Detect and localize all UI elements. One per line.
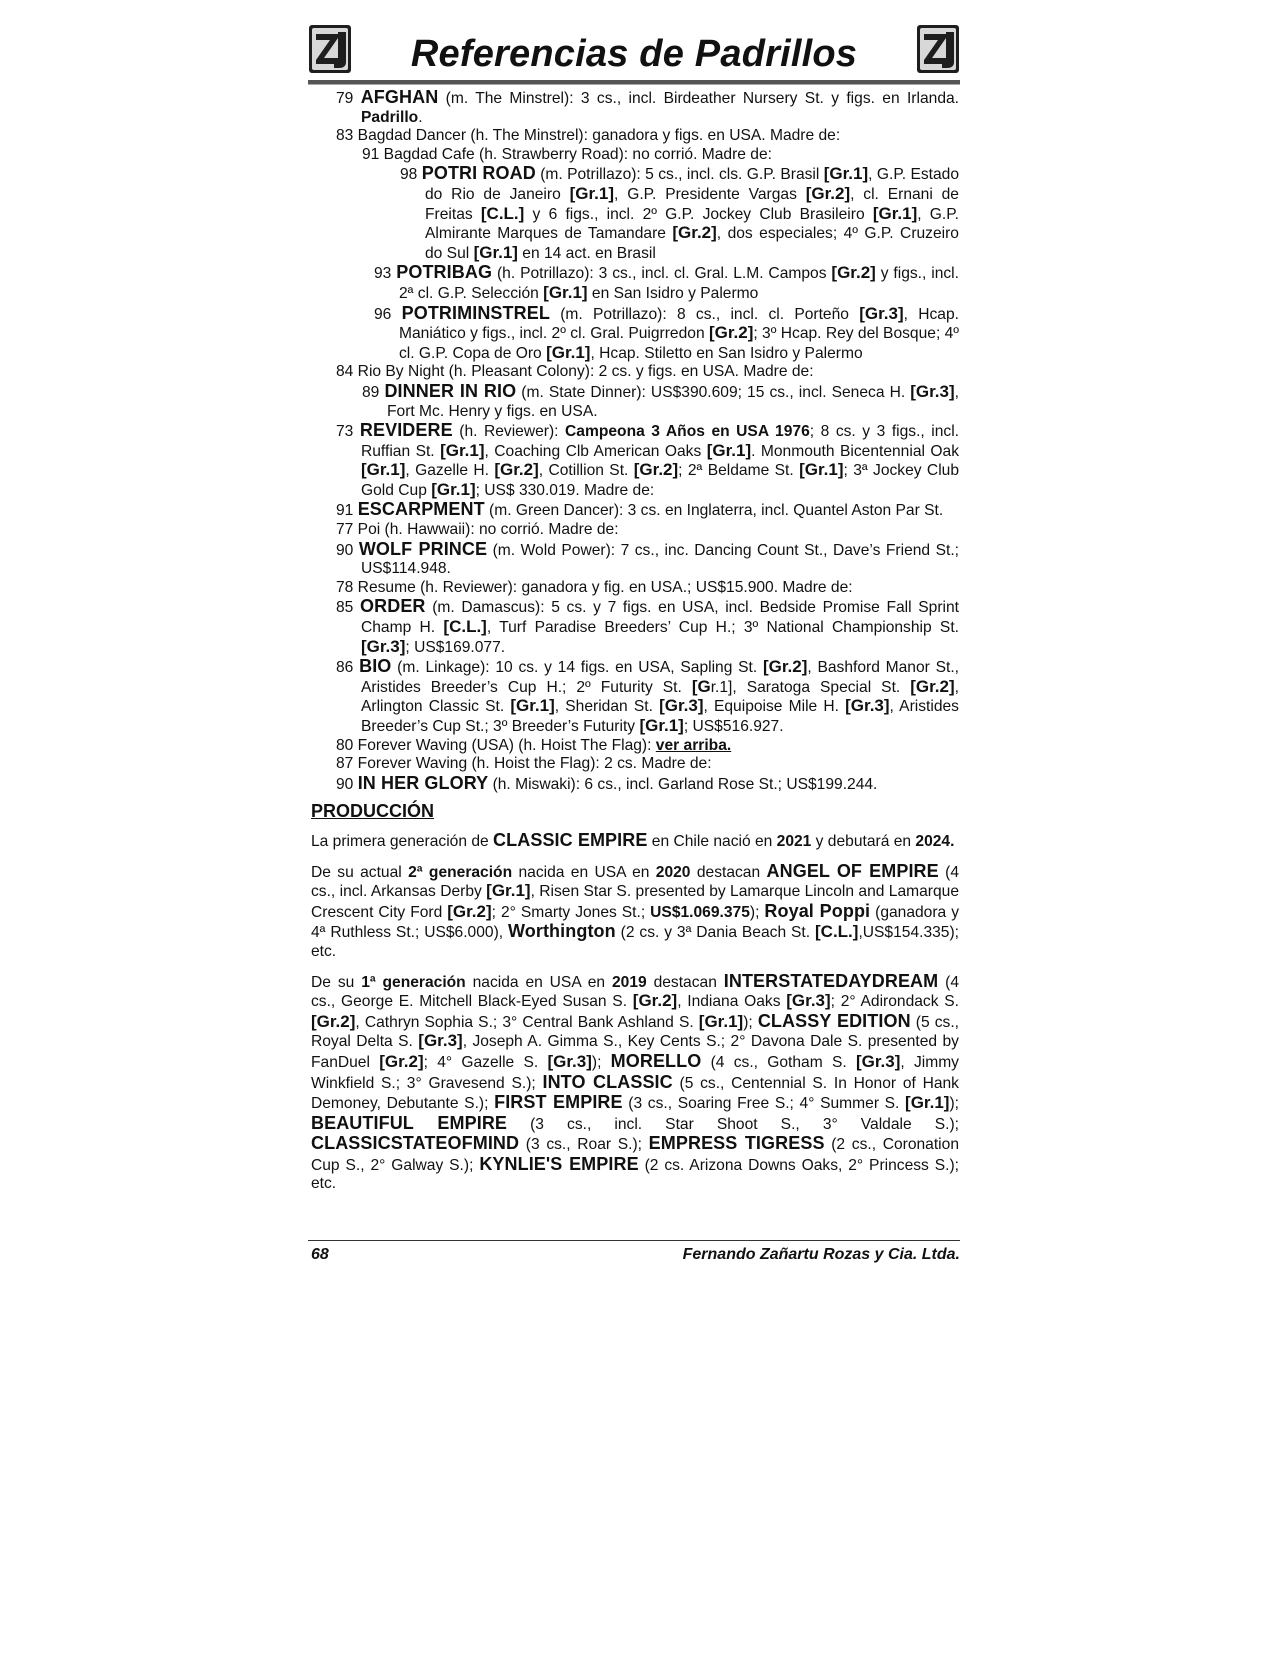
pedigree-entry	[311, 500, 959, 521]
race-grade: [Gr.3]	[786, 991, 831, 1011]
race-grade: [Gr.1]	[361, 460, 406, 480]
text-run: La primera generación de	[311, 832, 494, 850]
text-run: , Indiana Oaks	[677, 993, 787, 1011]
race-grade: [Gr.1]	[698, 1011, 744, 1031]
text-run: (m. Potrillazo): 5 cs., incl. cls. G.P. Brasil	[535, 166, 824, 184]
pedigree-entry	[311, 737, 959, 756]
text-run: (m. State Dinner): US$390.609; 15 cs., incl. Seneca H.	[516, 383, 911, 401]
text-run: en Chile nació en	[647, 832, 777, 850]
text-run: ; US$516.927.	[683, 718, 784, 735]
race-grade: [Gr.2]	[633, 460, 679, 480]
horse-name: MORELLO	[610, 1050, 702, 1071]
horse-name: IN HER GLORY	[357, 772, 489, 793]
pedigree-entry	[311, 521, 959, 540]
text-run: .	[418, 108, 423, 126]
race-grade: [Gr.1]	[431, 479, 476, 499]
text-run: ; 2° Adirondack S.	[830, 993, 959, 1011]
text-run: (h. Miswaki): 6 cs., incl. Garland Rose St.; US$199.244.	[488, 775, 878, 793]
race-grade: [Gr.2]	[708, 323, 754, 343]
pedigree-entry	[311, 579, 959, 598]
text-run: 2024.	[915, 832, 955, 850]
horse-name: AFGHAN	[360, 87, 439, 107]
text-run: 86	[336, 659, 360, 677]
text-run: De su actual	[311, 863, 409, 881]
text-run: destacan	[690, 863, 767, 881]
text-run: . Monmouth Bicentennial Oak	[751, 442, 959, 460]
horse-name: WOLF PRINCE	[358, 538, 488, 559]
text-run: 79	[336, 90, 361, 107]
text-run: 78 Resume (h. Reviewer): ganadora y fig. en USA.; US$15.900. Madre de:	[336, 578, 853, 596]
race-grade: [Gr.1]	[486, 881, 531, 901]
horse-name: INTO CLASSIC	[542, 1071, 673, 1092]
race-grade: [Gr.1]	[473, 242, 518, 262]
text-run: , Turf Paradise Breeders’ Cup H.; 3º National Championship St.	[486, 619, 959, 637]
text-run: , dos especiales; 4º G.P. Cruzeiro do Sul	[425, 225, 959, 262]
text-run: nacida en USA en	[465, 973, 612, 991]
race-grade: [Gr.2]	[910, 676, 955, 696]
production-paragraph	[311, 972, 959, 1195]
text-run: 2020	[655, 863, 691, 881]
race-grade: [Gr.2]	[762, 657, 808, 677]
footer-divider	[308, 1240, 960, 1241]
horse-name: Royal Poppi	[764, 900, 871, 921]
text-run: ,US$154.335); etc.	[311, 924, 959, 960]
text-run: De su	[311, 973, 362, 991]
text-run: 77 Poi (h. Hawwaii): no corrió. Madre de:	[336, 521, 619, 539]
text-run: nacida en USA en	[512, 863, 656, 881]
race-grade: [Gr.1]	[706, 440, 752, 460]
text-run: , Arlington Classic St.	[361, 678, 959, 716]
race-grade: [Gr.1]	[510, 696, 555, 716]
text-run: destacan	[646, 973, 724, 991]
page-title: Referencias de Padrillos	[410, 33, 858, 75]
text-run: 89	[362, 383, 385, 401]
race-grade: [Gr.2]	[379, 1051, 424, 1071]
pedigree-entry	[311, 657, 959, 736]
text-run: (5 cs., Centennial S. In Honor of Hank Demoney, Debutante S.);	[311, 1074, 959, 1113]
race-grade: [Gr.2]	[494, 460, 539, 480]
race-grade: [Gr.3]	[910, 381, 955, 401]
race-grade: [Gr.1]	[569, 183, 615, 203]
text-run: , G.P. Presidente Vargas	[614, 185, 806, 203]
text-run: ; 8 cs. y 3 figs., incl. Ruffian St.	[361, 423, 960, 460]
race-grade: [Gr.3]	[361, 636, 406, 656]
text-run: y debutará en	[811, 832, 916, 850]
pedigree-entry	[311, 755, 959, 774]
race-grade: [Gr.1]	[543, 282, 588, 302]
text-run: US$1.069.375	[650, 903, 750, 921]
text-run: en 14 act. en Brasil	[517, 244, 656, 262]
horse-name: POTRI ROAD	[421, 163, 536, 184]
race-grade: [Gr.1]	[546, 342, 591, 362]
text-run: , cl. Ernani de Freitas	[425, 185, 959, 223]
text-run: Campeona 3 Años en USA 1976	[565, 423, 810, 441]
text-run: (m. Damascus): 5 cs. y 7 figs. en USA, incl. Bedside Promise Fall Sprint Champ H.	[361, 599, 959, 637]
text-run: ; 3ª Jockey Club Gold Cup	[361, 462, 959, 499]
text-run: (4 cs., incl. Arkansas Derby	[311, 863, 959, 901]
text-run: ; 2° Smarty Jones St.;	[491, 903, 651, 921]
race-grade: [Gr.3]	[845, 696, 890, 716]
pedigree-entry	[311, 263, 959, 303]
text-run: (3 cs., Roar S.);	[519, 1136, 649, 1154]
race-grade: [Gr.2]	[447, 901, 492, 921]
horse-name: ORDER	[360, 596, 426, 617]
text-run: (2 cs., Coronation Cup S., 2° Galway S.);	[311, 1136, 959, 1174]
text-run: (h. Potrillazo): 3 cs., incl. cl. Gral. L.M. Campos	[492, 265, 832, 283]
text-run: (ganadora y 4ª Ruthless St.; US$6.000),	[311, 903, 959, 942]
text-run: 90	[336, 541, 359, 559]
race-grade: [Gr.1]	[440, 440, 485, 460]
horse-name: BIO	[359, 656, 392, 677]
text-run: (2 cs. y 3ª Dania Beach St.	[615, 924, 815, 942]
text-run: , Jimmy Winkfield S.; 3° Gravesend S.);	[311, 1053, 959, 1092]
text-run: 98	[400, 166, 422, 184]
pedigree-entry	[311, 382, 959, 421]
horse-name: FIRST EMPIRE	[494, 1092, 623, 1113]
text-run: , Aristides Breeder’s Cup St.; 3º Breeder’s Futurity	[361, 698, 959, 735]
text-run: 96	[374, 305, 402, 323]
text-run: Padrillo	[361, 108, 419, 126]
pedigree-entry	[311, 774, 959, 795]
text-run: 2019	[612, 973, 647, 991]
text-run: );	[591, 1053, 611, 1071]
horse-name: ESCARPMENT	[357, 499, 485, 520]
text-run: 91 Bagdad Cafe (h. Strawberry Road): no corrió. Madre de:	[362, 145, 772, 163]
text-run: (5 cs., Royal Delta S.	[311, 1013, 959, 1051]
text-run: ; US$ 330.019. Madre de:	[475, 481, 655, 499]
text-run: ; US$169.077.	[405, 638, 506, 656]
pedigree-entry	[311, 127, 959, 146]
text-run: (m. The Minstrel): 3 cs., incl. Birdeather Nursery St. y figs. en Irlanda.	[438, 90, 959, 107]
horse-name: POTRIMINSTREL	[401, 302, 550, 323]
race-grade: [Gr.2]	[311, 1011, 356, 1031]
text-run: (4 cs., George E. Mitchell Black-Eyed Susan S.	[311, 973, 960, 1011]
page-number: 68	[311, 1246, 329, 1263]
text-run: (m. Linkage): 10 cs. y 14 figs. en USA, Sapling St.	[391, 659, 763, 677]
race-grade: [Gr.1]	[823, 164, 869, 184]
text-run: 83 Bagdad Dancer (h. The Minstrel): ganadora y figs. en USA. Madre de:	[336, 127, 841, 145]
race-grade: [Gr.2]	[672, 223, 717, 243]
publisher-name: Fernando Zañartu Rozas y Cia. Ltda.	[682, 1246, 960, 1263]
pedigree-entry	[311, 597, 959, 657]
text-run: 85	[336, 599, 361, 617]
text-run: 91	[336, 502, 358, 520]
text-run: , Gazelle H.	[405, 462, 495, 480]
pedigree-entry	[311, 146, 959, 165]
horse-name: CLASSIC EMPIRE	[493, 829, 648, 850]
horse-name: EMPRESS TIGRESS	[648, 1133, 825, 1154]
race-grade: [Gr.1]	[639, 716, 684, 735]
pedigree-entry	[311, 540, 959, 579]
text-run: y 6 figs., incl. 2º G.P. Jockey Club Brasileiro	[524, 205, 873, 223]
text-run: 2021	[776, 832, 812, 850]
race-grade: [Gr.3]	[547, 1051, 592, 1071]
text-run: , Hcap. Maniático y figs., incl. 2º cl. Gral. Puigrredon	[399, 305, 959, 343]
pedigree-entry	[311, 363, 959, 382]
horse-name: POTRIBAG	[396, 262, 493, 283]
text-run: , Joseph A. Gimma S., Key Cents S.; 2° Davona Dale S. presented by FanDuel	[311, 1033, 959, 1071]
race-grade: [Gr.1]	[872, 203, 918, 223]
text-run: , Sheridan St.	[554, 698, 660, 716]
race-grade: [Gr.3]	[659, 696, 704, 716]
race-grade: [C.L.]	[443, 617, 487, 637]
text-run: (3 cs., Soaring Free S.; 4° Summer S.	[622, 1095, 906, 1113]
horse-name: CLASSY EDITION	[757, 1010, 911, 1031]
race-grade: [Gr.2]	[632, 991, 678, 1011]
text-run: 2ª generación	[408, 863, 513, 881]
text-run: 1ª generación	[361, 973, 466, 991]
text-run: (3 cs., incl. Star Shoot S., 3° Valdale S.);	[507, 1115, 960, 1133]
race-grade: [Gr.1]	[905, 1093, 950, 1113]
text-run: y figs., incl. 2ª cl. G.P. Selección	[399, 265, 959, 302]
text-run: , Risen Star S. presented by Lamarque Lincoln and Lamarque Crescent City Ford	[311, 883, 959, 921]
text-run: , Bashford Manor St., Aristides Breeder’s Cup H.; 2º Futurity St.	[361, 659, 959, 696]
text-run: en San Isidro y Palermo	[587, 284, 759, 302]
pedigree-list	[311, 88, 959, 794]
race-grade: [Gr.2]	[831, 263, 876, 283]
text-run: , G.P. Almirante Marques de Tamandare	[425, 205, 959, 243]
text-run: 87 Forever Waving (h. Hoist the Flag): 2 cs. Madre de:	[336, 755, 712, 773]
text-run: , Equipoise Mile H.	[703, 698, 846, 716]
production-paragraph	[311, 831, 959, 852]
production-paragraphs	[311, 831, 959, 1194]
text-run: r.1], Saratoga Special St.	[710, 678, 911, 696]
horse-name: INTERSTATEDAYDREAM	[723, 970, 939, 991]
pedigree-entry	[311, 164, 959, 263]
page-header	[308, 22, 960, 84]
race-grade: [Gr.3]	[418, 1031, 463, 1051]
text-run: 84 Rio By Night (h. Pleasant Colony): 2 cs. y figs. en USA. Madre de:	[336, 363, 814, 381]
race-grade: [G	[691, 676, 711, 696]
text-run: , Cathryn Sophia S.; 3° Central Bank Ashland S.	[355, 1013, 699, 1031]
text-run: , Coaching Clb American Oaks	[484, 442, 707, 460]
horse-name: REVIDERE	[359, 420, 453, 441]
page-content	[311, 88, 959, 1204]
text-run: (4 cs., Gotham S.	[701, 1053, 856, 1071]
race-grade: [C.L.]	[480, 203, 525, 223]
race-grade: [Gr.1]	[799, 460, 844, 480]
publisher-logo-icon	[916, 24, 960, 74]
text-run: , G.P. Estado do Rio de Janeiro	[425, 166, 959, 203]
text-run: (m. Wold Power): 7 cs., inc. Dancing Count St., Dave’s Friend St.; US$114.948.	[361, 541, 959, 578]
text-run: (m. Potrillazo): 8 cs., incl. cl. Porteño	[549, 305, 860, 323]
text-run: , Fort Mc. Henry y figs. en USA.	[387, 383, 959, 420]
pedigree-entry	[311, 421, 959, 500]
text-run: 93	[374, 265, 397, 283]
section-title-production: PRODUCCIÓN	[311, 801, 435, 822]
production-paragraph	[311, 862, 959, 962]
text-run: );	[743, 1013, 758, 1031]
text-run: 80 Forever Waving (USA) (h. Hoist The Flag):	[336, 736, 656, 754]
text-run: 90	[336, 775, 358, 793]
horse-name: BEAUTIFUL EMPIRE	[311, 1112, 508, 1133]
horse-name: DINNER IN RIO	[384, 380, 517, 401]
pedigree-entry	[311, 88, 959, 127]
text-run: );	[749, 903, 765, 921]
text-run: ; 2ª Beldame St.	[678, 462, 800, 480]
text-run[interactable]: ver arriba.	[655, 736, 732, 754]
horse-name: KYNLIE'S EMPIRE	[479, 1153, 639, 1174]
horse-name: Worthington	[508, 921, 616, 942]
horse-name: ANGEL OF EMPIRE	[766, 860, 939, 881]
text-run: (2 cs. Arizona Downs Oaks, 2° Princess S.); etc.	[311, 1156, 959, 1193]
text-run: ; 4° Gazelle S.	[423, 1053, 548, 1071]
text-run: 73	[336, 423, 360, 441]
text-run: , Cotillion St.	[538, 462, 634, 480]
race-grade: [Gr.3]	[859, 303, 904, 323]
text-run: (m. Green Dancer): 3 cs. en Inglaterra, incl. Quantel Aston Par St.	[484, 502, 944, 520]
race-grade: [C.L.]	[815, 922, 859, 942]
race-grade: [Gr.3]	[855, 1051, 901, 1071]
text-run: , Hcap. Stiletto en San Isidro y Palermo	[590, 344, 863, 362]
pedigree-entry	[311, 304, 959, 364]
text-run: );	[949, 1095, 959, 1113]
header-divider	[308, 80, 960, 85]
text-run: ; 3º Hcap. Rey del Bosque; 4º cl. G.P. Copa de Oro	[399, 325, 959, 362]
horse-name: CLASSICSTATEOFMIND	[311, 1133, 520, 1154]
text-run: (h. Reviewer):	[452, 423, 566, 441]
race-grade: [Gr.2]	[805, 183, 851, 203]
